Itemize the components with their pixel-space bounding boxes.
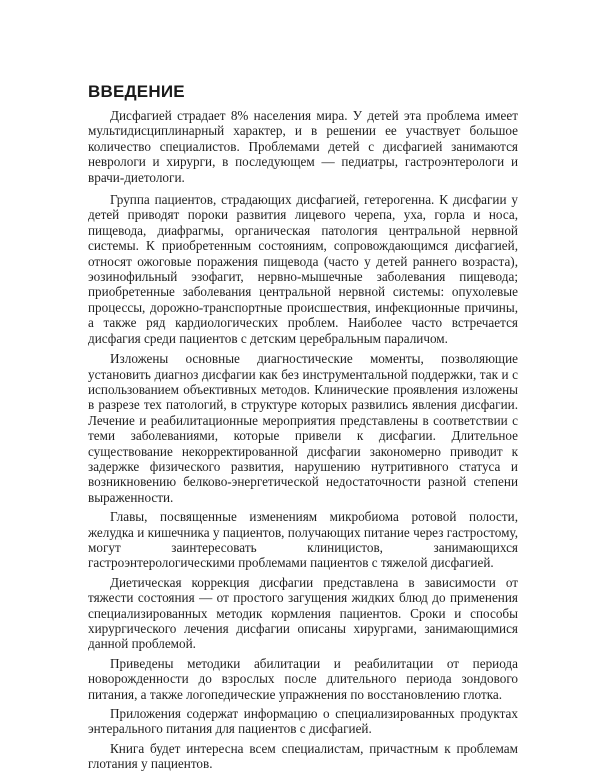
paragraph: Группа пациентов, страдающих дисфагией, гетерогенна. К дисфагии у детей приводят пороки развития лицевого черепа, уха, горла и носа, пищевода, диафрагмы, органическая патология центральной нервной системы. К приобретенным состояниям, сопровождающимся дисфагией, относят ожоговые поражения пищевода (часто у детей раннего возраста), эозинофильный эзофагит, нервно-мышечные заболевания пищевода; приобретенные заболевания центральной нервной системы: опухолевые процессы, дорожно-транспортные происшествия, инфекционные причины, а также ряд кардиологических проблем. Наиболее часто встречается дисфагия среди пациентов с детским церебральным параличом. — [88, 192, 518, 346]
paragraph: Изложены основные диагностические моменты, позволяющие установить диагноз дисфагии как без инструментальной поддержки, так и с использованием объективных методов. Клинические проявления изложены в разрезе тех патологий, в структуре которых развились явления дисфагии. Лечение и реабилитационные мероприятия представлены в соответствии с теми заболеваниями, которые привели к дисфагии. Длительное существование некорректированной дисфагии закономерно приводит к задержке физического развития, нарушению нутритивного статуса и возникновению белково-энергетической недостаточности разной степени выраженности. — [88, 351, 518, 505]
paragraph: Книга будет интересна всем специалистам, причастным к проблемам глотания у пациентов. — [88, 740, 518, 772]
paragraph: Приведены методики абилитации и реабилитации от периода новорожденности до взрослых после длительного периода зондового питания, а также логопедические упражнения по восстановлению глотка. — [88, 655, 518, 702]
section-heading: ВВЕДЕНИЕ — [88, 82, 185, 101]
paragraph: Главы, посвященные изменениям микробиома ротовой полости, желудка и кишечника у пациентов, получающих питание через гастростому, могут заинтересовать клиницистов, занимающихся гастроэнтерологическими проблемами пациентов с тяжелой дисфагией. — [88, 509, 518, 571]
paragraph: Дисфагией страдает 8% населения мира. У детей эта проблема имеет мультидисциплинарный характер, и в решении ее участвует большое количество специалистов. Проблемами детей с дисфагией занимаются неврологи и хирурги, в последующем — педиатры, гастроэнтерологи и врачи-диетологи. — [88, 108, 518, 185]
body-text — [88, 108, 518, 772]
paragraph: Диетическая коррекция дисфагии представлена в зависимости от тяжести состояния — от простого загущения жидких блюд до применения специализированных методик кормления пациентов. Сроки и способы хирургического лечения дисфагии описаны хирургами, занимающимися данной проблемой. — [88, 574, 518, 652]
paragraph: Приложения содержат информацию о специализированных продуктах энтерального питания для пациентов с дисфагией. — [88, 706, 518, 737]
